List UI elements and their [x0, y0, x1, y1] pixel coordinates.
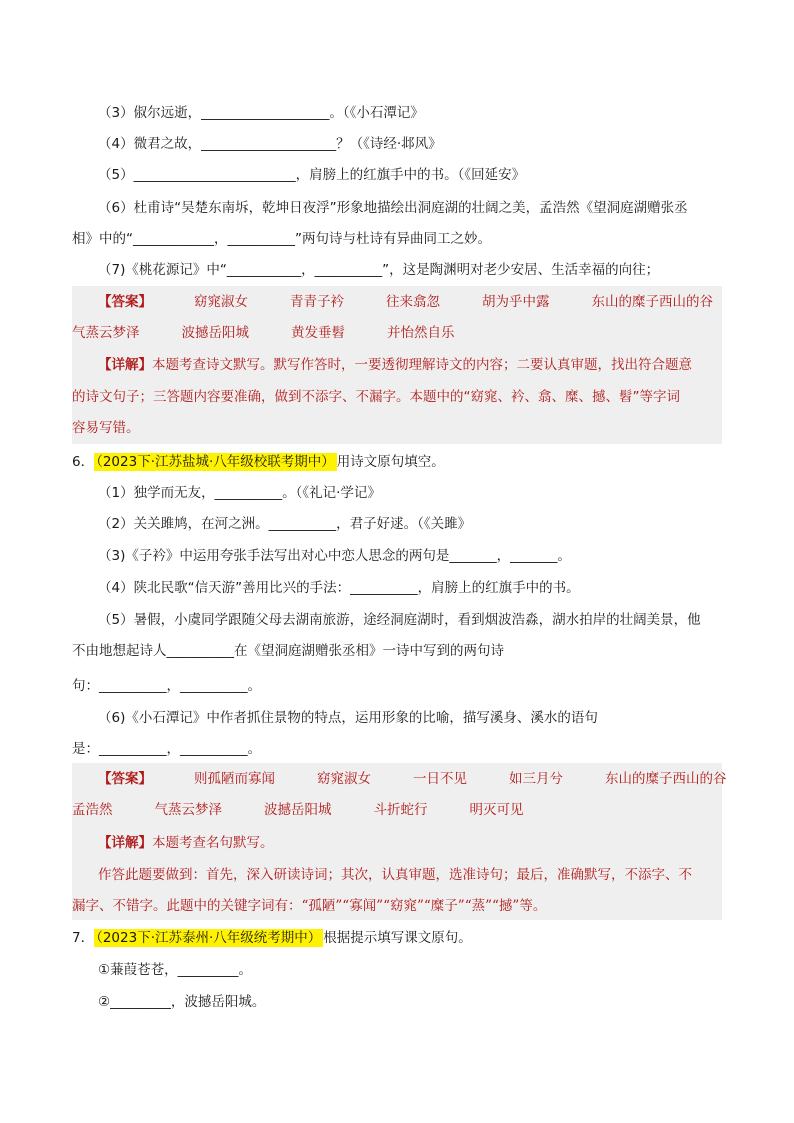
answer-item: 一日不见	[413, 771, 467, 787]
question-prompt: 用诗文原句填空。	[336, 454, 445, 470]
answer-item: 如三月兮	[509, 771, 563, 787]
answer-item: 东山的糜子西山的谷	[591, 294, 713, 310]
question-line: （1）独学而无友，__________。（《礼记·学记》	[98, 485, 381, 501]
detail-line: 作答此题要做到：首先，深入研读诗词；其次，认真审题，选准诗句；最后，准确默写，不添字、不	[98, 867, 692, 883]
answer-item: 明灭可见	[469, 802, 524, 818]
answer-item: 孟浩然	[72, 802, 113, 818]
answer-label: 【答案】	[98, 771, 152, 787]
question-line: （6）杜甫诗“吴楚东南坼，乾坤日夜浮”形象地描绘出洞庭湖的壮阔之美，孟浩然《望洞庭湖赠张丞	[98, 200, 688, 216]
question-line: ①蒹葭苍苍，_________。	[98, 962, 252, 978]
answer-item: 往来翕忽	[386, 294, 440, 310]
detail-line: 容易写错。	[72, 420, 140, 436]
detail-label: 【详解】	[98, 835, 152, 851]
answer-item: 窈窕淑女	[194, 294, 248, 310]
answer-row	[72, 323, 722, 343]
question-prompt: 根据提示填写课文原句。	[323, 930, 472, 946]
question-line: （2）关关雎鸠，在河之洲。__________，君子好逑。（《关雎》	[98, 516, 472, 532]
question-line: ②_________，波撼岳阳城。	[98, 994, 266, 1010]
question-number: 6．	[72, 454, 95, 470]
detail-label: 【详解】	[98, 357, 152, 373]
detail-line	[72, 833, 722, 853]
answer-item: 黄发垂髫	[291, 325, 345, 341]
detail-line	[72, 896, 722, 916]
detail-text: 本题考查诗文默写。默写作答时，一要透彻理解诗文的内容；二要认真审题，找出符合题意	[152, 357, 692, 373]
source-badge: （2023下·江苏盐城·八年级校联考期中）	[96, 454, 335, 470]
answer-item: 则孤陋而寡闻	[194, 771, 275, 787]
answer-item: 斗折蛇行	[373, 802, 428, 818]
source-badge: （2023下·江苏泰州·八年级统考期中）	[96, 930, 322, 946]
question-line: 是：__________，__________。	[72, 741, 261, 757]
answer-item: 并怡然自乐	[387, 325, 455, 341]
question-header	[72, 452, 722, 472]
answer-item: 波撼岳阳城	[181, 325, 249, 341]
detail-text: 本题考查名句默写。	[152, 835, 274, 851]
question-number: 7．	[72, 930, 95, 946]
answer-row	[72, 769, 727, 789]
question-line: （6)《小石潭记》中作者抓住景物的特点，运用形象的比喻，描写溪身、溪水的语句	[98, 710, 598, 726]
question-line: 不由地想起诗人__________在《望洞庭湖赠张丞相》一诗中写到的两句诗	[72, 643, 504, 659]
question-line: （3）俶尔远逝，___________________。（《小石潭记》	[98, 105, 424, 121]
answer-label: 【答案】	[98, 294, 152, 310]
question-line: （4）陕北民歌“信天游”善用比兴的手法：__________，肩膀上的红旗手中的书。	[98, 580, 580, 596]
question-line: （5）________________________，肩膀上的红旗手中的书。（《回延安》	[98, 167, 526, 183]
answer-item: 气蒸云梦泽	[72, 325, 140, 341]
detail-text: 漏字、不错字。此题中的关键字词有：	[72, 898, 302, 914]
answer-row	[72, 292, 722, 312]
question-line: （4）微君之故，____________________？（《诗经·邶风》	[98, 136, 442, 152]
answer-item: 青青子衿	[290, 294, 344, 310]
answer-item: 窈窕淑女	[317, 771, 371, 787]
question-header	[72, 928, 722, 948]
detail-line: 的诗文句子；三答题内容要准确，做到不添字、不漏字。本题中的“窈窕、衿、翕、糜、撼、髫”等字词	[72, 389, 680, 405]
answer-item: 气蒸云梦泽	[154, 802, 222, 818]
detail-line	[72, 355, 722, 375]
question-line: （3)《子衿》中运用夸张手法写出对心中恋人思念的两句是_______，_______。	[98, 548, 571, 564]
question-line: （7)《桃花源记》中“___________，__________”，这是陶渊明对老少安居、生活幸福的向往；	[98, 262, 660, 278]
answer-item: 波撼岳阳城	[264, 802, 332, 818]
question-line: 句：__________，__________。	[72, 678, 261, 694]
answer-row	[72, 800, 722, 820]
question-line: （5）暑假，小虞同学跟随父母去湖南旅游，途经洞庭湖时，看到烟波浩淼，湖水拍岸的壮阔美景，他	[98, 612, 701, 628]
detail-keywords: “孤陋”“寡闻”“窈窕”“糜子”“蒸”“撼”等。	[301, 898, 547, 914]
answer-item: 胡为乎中露	[482, 294, 550, 310]
question-line: 相》中的“____________，__________”两句诗与杜诗有异曲同工之妙。	[72, 231, 491, 247]
answer-item: 东山的糜子西山的谷	[605, 771, 727, 787]
